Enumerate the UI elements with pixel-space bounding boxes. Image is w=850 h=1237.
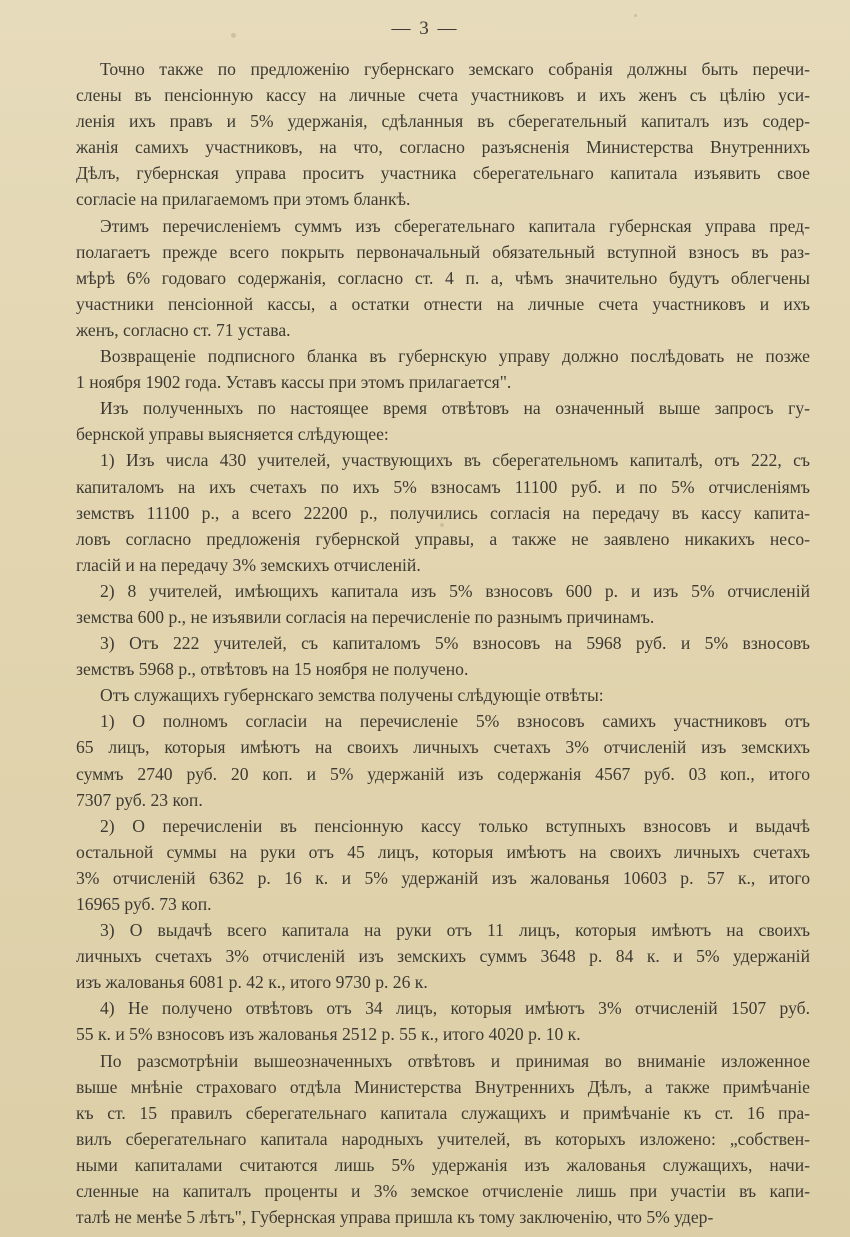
paragraph <box>76 447 810 577</box>
text-line: слены въ пенсіонную кассу на личные счета участниковъ и ихъ женъ съ цѣлію уси- <box>76 85 810 106</box>
page-number: — 3 — <box>391 18 459 39</box>
text-line: талѣ не менѣе 5 лѣтъ", Губернская управа пришла къ тому заключенію, что 5% удер- <box>76 1207 714 1228</box>
paper-spot <box>634 14 637 17</box>
text-line: 2) О перечисленіи въ пенсіонную кассу только вступныхъ взносовъ и выдачѣ <box>100 815 810 836</box>
text-line: къ ст. 15 правилъ сберегательнаго капитала служащихъ и примѣчаніе къ ст. 16 пра- <box>76 1102 810 1123</box>
text-line: 3) О выдачѣ всего капитала на руки отъ 11 лицъ, которыя имѣютъ на своихъ <box>100 920 810 941</box>
text-line: 65 лицъ, которыя имѣютъ на своихъ личныхъ счетахъ 3% отчисленій изъ земскихъ <box>76 737 810 758</box>
text-line: согласіе на прилагаемомъ при этомъ бланкѣ. <box>76 189 411 210</box>
text-line: капиталомъ на ихъ счетахъ по ихъ 5% взносамъ 11100 руб. и по 5% отчисленіямъ <box>76 476 810 497</box>
paragraph <box>76 578 810 630</box>
paragraph <box>76 708 810 812</box>
text-line: 7307 руб. 23 коп. <box>76 789 203 810</box>
text-line: земствъ 11100 р., а всего 22200 р., получились согласія на передачу въ кассу капита- <box>76 502 810 523</box>
text-line: остальной суммы на руки отъ 45 лицъ, которыя имѣютъ на своихъ личныхъ счетахъ <box>76 841 810 862</box>
text-line: 2) 8 учителей, имѣющихъ капитала изъ 5% взносовъ 600 р. и изъ 5% отчисленій <box>100 580 810 601</box>
text-line: 16965 руб. 73 коп. <box>76 894 212 914</box>
text-line: Изъ полученныхъ по настоящее время отвѣтовъ на означенный выше запросъ гу- <box>100 398 810 419</box>
text-line: ными капиталами считаются лишь 5% удержанія изъ жалованья служащихъ, начи- <box>76 1154 810 1175</box>
paragraph <box>76 630 810 682</box>
paragraph <box>76 813 810 917</box>
text-line: 1) Изъ числа 430 учителей, участвующихъ въ сберегательномъ капиталѣ, отъ 222, съ <box>100 450 810 471</box>
paragraph <box>76 395 810 447</box>
text-line: женъ, согласно ст. 71 устава. <box>76 319 291 340</box>
text-line: Точно также по предложенію губернскаго земскаго собранія должны быть перечи- <box>100 59 810 79</box>
text-line: 4) Не получено отвѣтовъ отъ 34 лицъ, которыя имѣютъ 3% отчисленій 1507 руб. <box>100 998 810 1019</box>
paragraph <box>76 917 810 995</box>
text-line: 55 к. и 5% взносовъ изъ жалованья 2512 р. 55 к., итого 4020 р. 10 к. <box>76 1024 581 1045</box>
text-line: земства 600 р., не изъявили согласія на перечисленіе по разнымъ причинамъ. <box>76 606 655 627</box>
text-line: выше мнѣніе страховаго отдѣла Министерства Внутреннихъ Дѣлъ, а также примѣчаніе <box>76 1076 810 1097</box>
paragraph <box>76 213 810 343</box>
text-line: Этимъ перечисленіемъ суммъ изъ сберегательнаго капитала губернская управа пред- <box>100 215 810 236</box>
text-line: сленные на капиталъ проценты и 3% земское отчисленіе лишь при участіи въ капи- <box>76 1181 810 1202</box>
text-line: изъ жалованья 6081 р. 42 к., итого 9730 р. 26 к. <box>76 972 428 993</box>
paragraph <box>76 1048 810 1231</box>
paragraph <box>76 56 810 213</box>
text-line: 1 ноября 1902 года. Уставъ кассы при этомъ прилагается". <box>76 372 512 393</box>
text-line: суммъ 2740 руб. 20 коп. и 5% удержаній изъ содержанія 4567 руб. 03 коп., итого <box>76 763 810 784</box>
text-line: полагаетъ прежде всего покрыть первоначальный обязательный вступной взносъ въ раз- <box>76 241 810 262</box>
text-line: ленія ихъ правъ и 5% удержанія, сдѣланныя въ сберегательный капиталъ изъ содер- <box>76 111 810 132</box>
paragraph <box>76 995 810 1047</box>
text-line: 1) О полномъ согласіи на перечисленіе 5% взносовъ самихъ участниковъ отъ <box>100 711 810 732</box>
text-line: вилъ сберегательнаго капитала народныхъ учителей, въ которыхъ изложено: „собствен- <box>76 1128 810 1149</box>
text-line: мѣрѣ 6% годоваго содержанія, согласно ст. 4 п. а, чѣмъ значительно будутъ облегчены <box>76 267 810 288</box>
text-line: По разсмотрѣніи вышеозначенныхъ отвѣтовъ и принимая во вниманіе изложенное <box>100 1050 810 1071</box>
text-line: бернской управы выясняется слѣдующее: <box>76 424 389 445</box>
text-line: участники пенсіонной кассы, а остатки отнести на личные счета участниковъ и ихъ <box>76 293 810 314</box>
text-line: Возвращеніе подписного бланка въ губернскую управу должно послѣдовать не позже <box>100 346 810 367</box>
text-line: личныхъ счетахъ 3% отчисленій изъ земскихъ суммъ 3648 р. 84 к. и 5% удержаній <box>76 946 810 967</box>
text-line: 3% отчисленій 6362 р. 16 к. и 5% удержаній изъ жалованья 10603 р. 57 к., итого <box>76 867 810 888</box>
body-text <box>76 56 810 1230</box>
text-line: земствъ 5968 р., отвѣтовъ на 15 ноября не получено. <box>76 659 469 680</box>
text-line: ловъ согласно предложенія губернской управы, а также не заявлено никакихъ несо- <box>76 528 810 549</box>
paragraph <box>76 682 810 708</box>
text-line: Отъ служащихъ губернскаго земства получены слѣдующіе отвѣты: <box>100 685 604 706</box>
text-line: Дѣлъ, губернская управа проситъ участника сберегательнаго капитала изъявить свое <box>76 163 810 184</box>
text-line: 3) Отъ 222 учителей, съ капиталомъ 5% взносовъ на 5968 руб. и 5% взносовъ <box>100 633 810 654</box>
paragraph <box>76 343 810 395</box>
text-line: гласій и на передачу 3% земскихъ отчисленій. <box>76 554 421 575</box>
text-line: жанія самихъ участниковъ, на что, согласно разъясненія Министерства Внутреннихъ <box>76 137 810 158</box>
